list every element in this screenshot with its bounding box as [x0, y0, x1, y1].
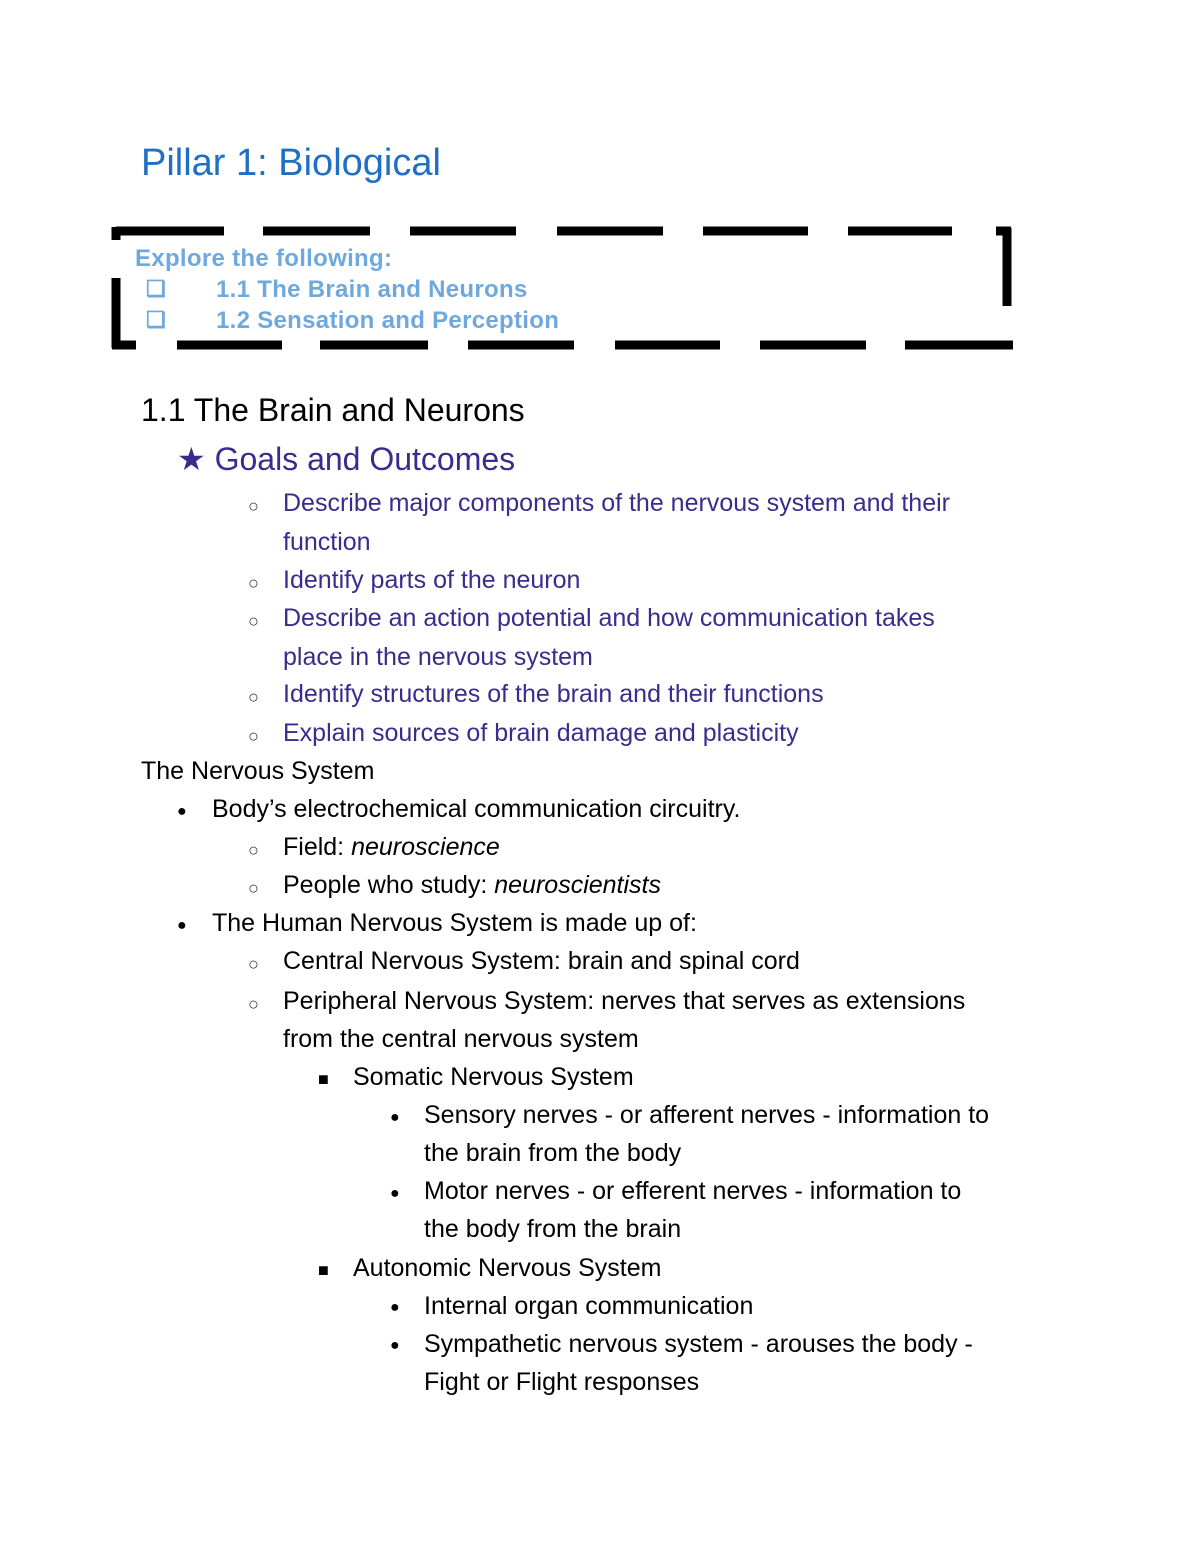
list-item: Body’s electrochemical communication circuitry.	[212, 795, 741, 823]
goal-item: Describe an action potential and how communication takes	[283, 604, 935, 632]
list-item: The Human Nervous System is made up of:	[212, 909, 697, 937]
circle-bullet-icon: ○	[248, 994, 259, 1014]
goals-heading: ★ Goals and Outcomes	[177, 441, 516, 477]
disc-bullet-icon: ●	[177, 917, 187, 934]
field-label: Field:	[283, 833, 352, 861]
circle-bullet-icon: ○	[248, 573, 259, 593]
square-bullet-icon: ■	[318, 1069, 329, 1089]
list-item-continued: the body from the brain	[424, 1215, 682, 1243]
goal-item: Identify structures of the brain and their functions	[283, 680, 824, 708]
circle-bullet-icon: ○	[248, 611, 259, 631]
circle-bullet-icon: ○	[248, 878, 259, 898]
field-value: neuroscience	[351, 833, 500, 861]
disc-bullet-icon: ●	[177, 803, 187, 820]
list-item	[283, 833, 500, 862]
list-item-continued: from the central nervous system	[283, 1025, 639, 1053]
goal-item: Describe major components of the nervous system and their	[283, 489, 950, 517]
section-heading: 1.1 The Brain and Neurons	[141, 392, 525, 428]
checkbox-icon: ❏	[146, 307, 167, 332]
list-item: Motor nerves - or efferent nerves - information to	[424, 1177, 962, 1205]
disc-bullet-icon: ●	[390, 1185, 400, 1202]
disc-bullet-icon: ●	[390, 1337, 400, 1354]
list-item-continued: the brain from the body	[424, 1139, 682, 1167]
goal-item-continued: place in the nervous system	[283, 643, 593, 671]
circle-bullet-icon: ○	[248, 496, 259, 516]
goal-item-continued: function	[283, 528, 371, 556]
list-item: Central Nervous System: brain and spinal cord	[283, 947, 800, 975]
list-item: Sympathetic nervous system - arouses the body -	[424, 1330, 973, 1358]
checkbox-icon: ❏	[146, 276, 167, 301]
explore-box-border	[0, 0, 1200, 400]
goal-item: Explain sources of brain damage and plasticity	[283, 719, 799, 747]
subheading-nervous-system: The Nervous System	[141, 757, 375, 785]
list-item	[283, 871, 661, 900]
people-value: neuroscientists	[494, 871, 661, 899]
disc-bullet-icon: ●	[390, 1299, 400, 1316]
explore-item-label: 1.2 Sensation and Perception	[216, 307, 560, 334]
list-item: Internal organ communication	[424, 1292, 754, 1320]
goal-item: Identify parts of the neuron	[283, 566, 581, 594]
people-label: People who study:	[283, 871, 495, 899]
explore-item-label: 1.1 The Brain and Neurons	[216, 276, 528, 303]
list-item: Sensory nerves - or afferent nerves - information to	[424, 1101, 990, 1129]
circle-bullet-icon: ○	[248, 954, 259, 974]
circle-bullet-icon: ○	[248, 726, 259, 746]
list-item-continued: Fight or Flight responses	[424, 1368, 700, 1396]
list-item: Somatic Nervous System	[353, 1063, 634, 1091]
page-title: Pillar 1: Biological	[141, 142, 441, 184]
square-bullet-icon: ■	[318, 1260, 329, 1280]
disc-bullet-icon: ●	[390, 1109, 400, 1126]
list-item: Peripheral Nervous System: nerves that serves as extensions	[283, 987, 966, 1015]
explore-heading: Explore the following:	[135, 245, 393, 272]
circle-bullet-icon: ○	[248, 687, 259, 707]
list-item: Autonomic Nervous System	[353, 1254, 662, 1282]
circle-bullet-icon: ○	[248, 840, 259, 860]
